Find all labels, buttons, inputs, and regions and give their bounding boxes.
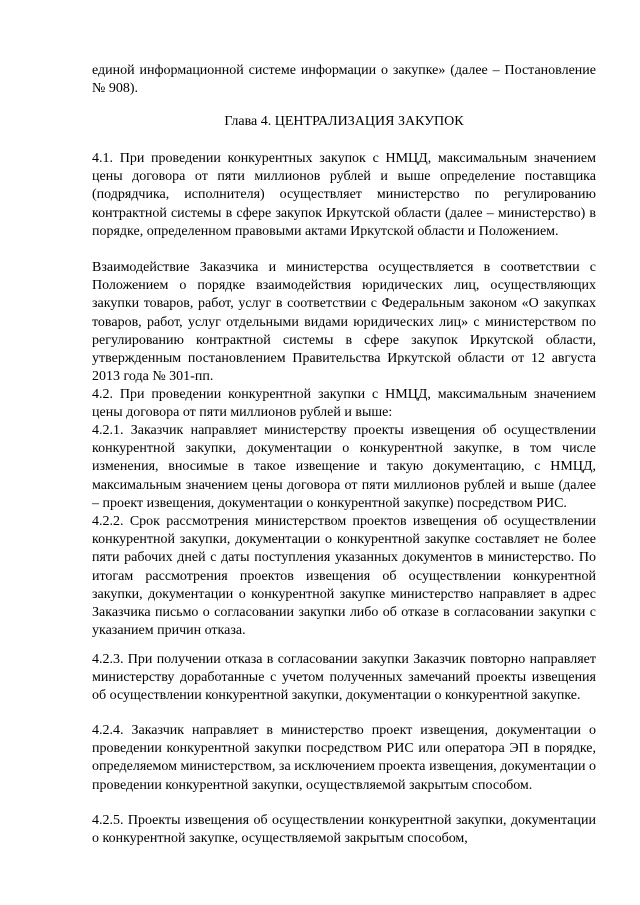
chapter-heading: Глава 4. ЦЕНТРАЛИЗАЦИЯ ЗАКУПОК [224,114,464,129]
paragraph-4-2-1: 4.2.1. Заказчик направляет министерству проекты извещения об осуществлении конкурентной закупки, документации о конкурентной закупке, в том числе изменения, вносимые в такое извещение и такую документацию, с НМЦД, максимальным значением цены договора от пяти миллионов рублей и выше (далее – проект извещения, документации о конкурентной закупке) посредством РИС. [92,423,596,511]
paragraph-4-2: 4.2. При проведении конкурентной закупки с НМЦД, максимальным значением цены договора от пяти миллионов рублей и выше: [92,387,596,421]
paragraph-4-2-4: 4.2.4. Заказчик направляет в министерство проект извещения, документации о проведении конкурентной закупки посредством РИС или оператора ЭП в порядке, определяемом министерством, за исключением проекта извещения, документации о проведении конкурентной закупки, осуществляемой закрытым способом. [92,723,596,793]
intro-paragraph: единой информационной системе информации о закупке» (далее – Постановление № 908). [92,63,596,97]
paragraph-4-2-5: 4.2.5. Проекты извещения об осуществлении конкурентной закупки, документации о конкурентной закупке, осуществляемой закрытым способом, [92,813,596,847]
paragraph-interaction: Взаимодействие Заказчика и министерства осуществляется в соответствии с Положением о порядке взаимодействия юридических лиц, осуществляющих закупки товаров, работ, услуг в соответствии с Федеральным законом «О закупках товаров, работ, услуг отдельными видами юридических лиц» с министерством по регулированию контрактной системы в сфере закупок Иркутской области, утвержденным постановлением Правительства Иркутской области от 12 августа 2013 года № 301-пп. [92,260,596,385]
paragraph-4-2-2: 4.2.2. Срок рассмотрения министерством проектов извещения об осуществлении конкурентной закупки, документации о конкурентной закупке составляет не более пяти рабочих дней с даты поступления указанных документов в министерство. По итогам рассмотрения проектов извещения об осуществлении конкурентной закупки, документации о конкурентной закупке министерство направляет в адрес Заказчика письмо о согласовании закупки либо об отказе в согласовании закупки с указанием причин отказа. [92,514,596,639]
paragraph-4-2-3: 4.2.3. При получении отказа в согласовании закупки Заказчик повторно направляет министерству доработанные с учетом полученных замечаний проекты извещения об осуществлении конкурентной закупки, документации о конкурентной закупке. [92,652,596,704]
paragraph-4-1: 4.1. При проведении конкурентных закупок с НМЦД, максимальным значением цены договора от пяти миллионов рублей и выше определение поставщика (подрядчика, исполнителя) осуществляет министерство по регулированию контрактной системы в сфере закупок Иркутской области (далее – министерство) в порядке, определенном правовыми актами Иркутской области и Положением. [92,151,596,239]
